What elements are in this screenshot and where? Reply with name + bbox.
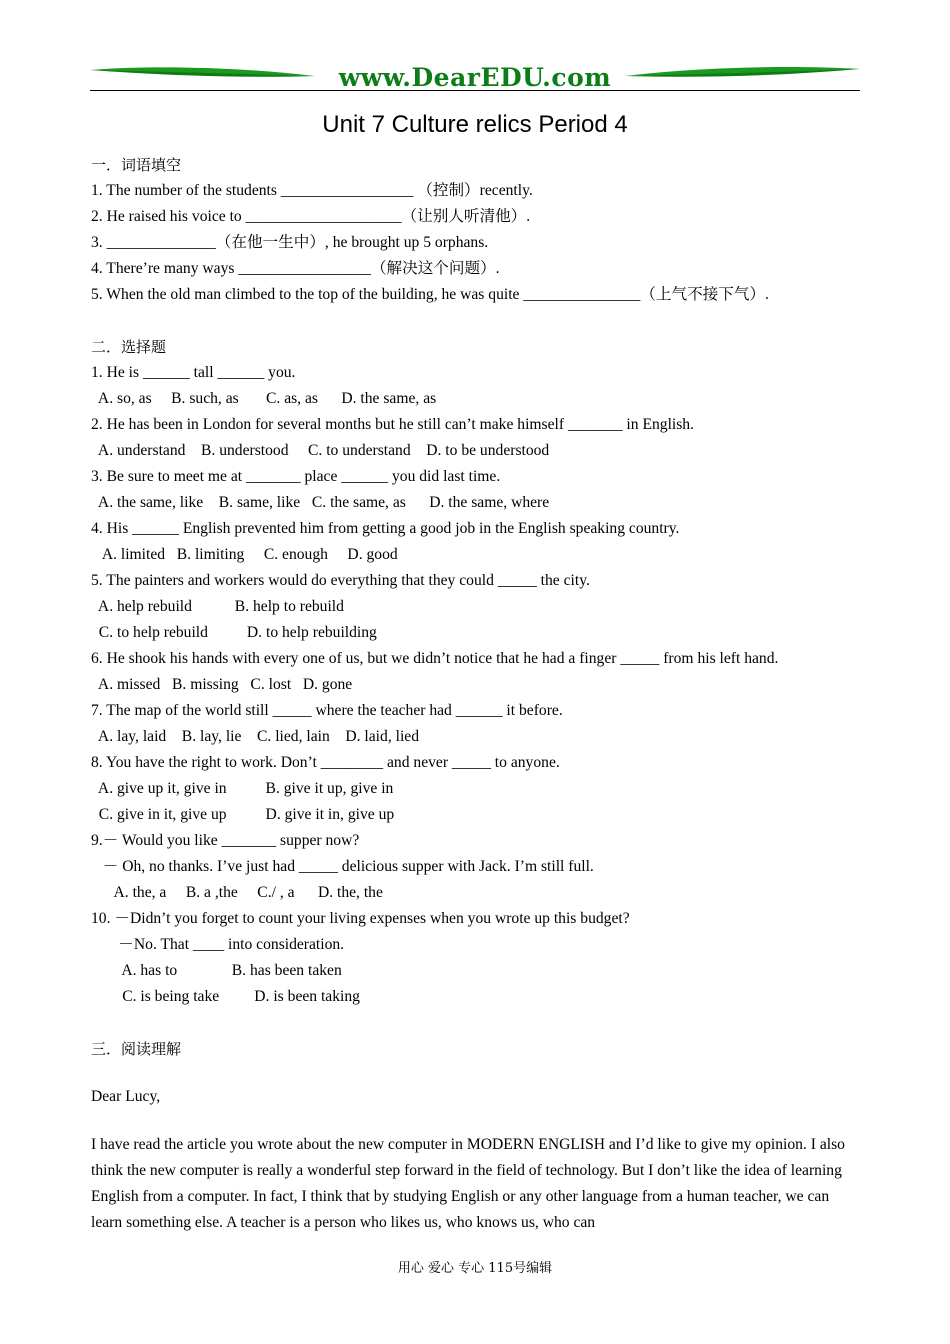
question-line: 8. You have the right to work. Don’t ________ and never _____ to anyone.	[91, 754, 560, 771]
options-line: A. missed B. missing C. lost D. gone	[91, 676, 353, 693]
question-line: 3. Be sure to meet me at _______ place ______ you did last time.	[91, 468, 501, 485]
options-line: A. lay, laid B. lay, lie C. lied, lain D. laid, lied	[91, 728, 419, 745]
section-heading: 二．选择题	[91, 338, 167, 356]
header-divider	[90, 90, 860, 91]
options-line: C. is being take D. is been taking	[91, 988, 360, 1005]
section-heading: 三．阅读理解	[91, 1040, 182, 1058]
question-line: 9.－ Would you like _______ supper now?	[91, 832, 360, 849]
options-line: A. has to B. has been taken	[91, 962, 342, 979]
fill-blank-item: 4. There’re many ways _________________（解决这个问题）.	[91, 260, 500, 277]
options-line: A. limited B. limiting C. enough D. good	[91, 546, 398, 563]
options-line: A. so, as B. such, as C. as, as D. the same, as	[91, 390, 437, 407]
options-line: A. the, a B. a ,the C./ , a D. the, the	[91, 884, 383, 901]
page-footer: 用心 爱心 专心 115号编辑	[397, 1261, 553, 1276]
options-line: C. to help rebuild D. to help rebuilding	[91, 624, 377, 641]
options-line: A. help rebuild B. help to rebuild	[91, 598, 344, 615]
worksheet-body	[91, 152, 861, 1236]
question-line: 10. －Didn’t you forget to count your living expenses when you wrote up this budget?	[91, 910, 630, 927]
options-line: A. give up it, give in B. give it up, give in	[91, 780, 394, 797]
question-line: －No. That ____ into consideration.	[91, 936, 345, 953]
question-line: － Oh, no thanks. I’ve just had _____ delicious supper with Jack. I’m still full.	[91, 858, 594, 875]
reading-paragraph: I have read the article you wrote about the new computer in MODERN ENGLISH and I’d like to give my opinion. I also think the new computer is really a wonderful step forward in the field of technology. But I don’t like the idea of learning English from a computer. In fact, I think that by studying English or any other language from a human teacher, we can learn something else. A teacher is a person who likes us, who knows us, who can	[91, 1136, 845, 1231]
question-line: 4. His ______ English prevented him from getting a good job in the English speaking country.	[91, 520, 680, 537]
question-line: 5. The painters and workers would do everything that they could _____ the city.	[91, 572, 590, 589]
fill-blank-item: 3. ______________（在他一生中）, he brought up 5 orphans.	[91, 234, 489, 251]
options-line: C. give in it, give up D. give it in, give up	[91, 806, 395, 823]
section-heading: 一．词语填空	[91, 156, 182, 174]
fill-blank-item: 1. The number of the students _________________ （控制）recently.	[91, 182, 533, 199]
question-line: 1. He is ______ tall ______ you.	[91, 364, 296, 381]
fill-blank-item: 2. He raised his voice to ____________________（让别人听清他）.	[91, 208, 531, 225]
site-logo: www.DearEDU.com	[338, 63, 612, 92]
question-line: 7. The map of the world still _____ where the teacher had ______ it before.	[91, 702, 563, 719]
page-title: Unit 7 Culture relics Period 4	[322, 111, 628, 138]
letter-salutation: Dear Lucy,	[91, 1088, 161, 1105]
options-line: A. understand B. understood C. to understand D. to be understood	[91, 442, 550, 459]
question-line: 6. He shook his hands with every one of us, but we didn’t notice that he had a finger _____ from his left hand.	[91, 650, 779, 667]
fill-blank-item: 5. When the old man climbed to the top of the building, he was quite _______________（上气不接下气）.	[91, 286, 769, 303]
question-line: 2. He has been in London for several months but he still can’t make himself _______ in English.	[91, 416, 694, 433]
options-line: A. the same, like B. same, like C. the same, as D. the same, where	[91, 494, 550, 511]
